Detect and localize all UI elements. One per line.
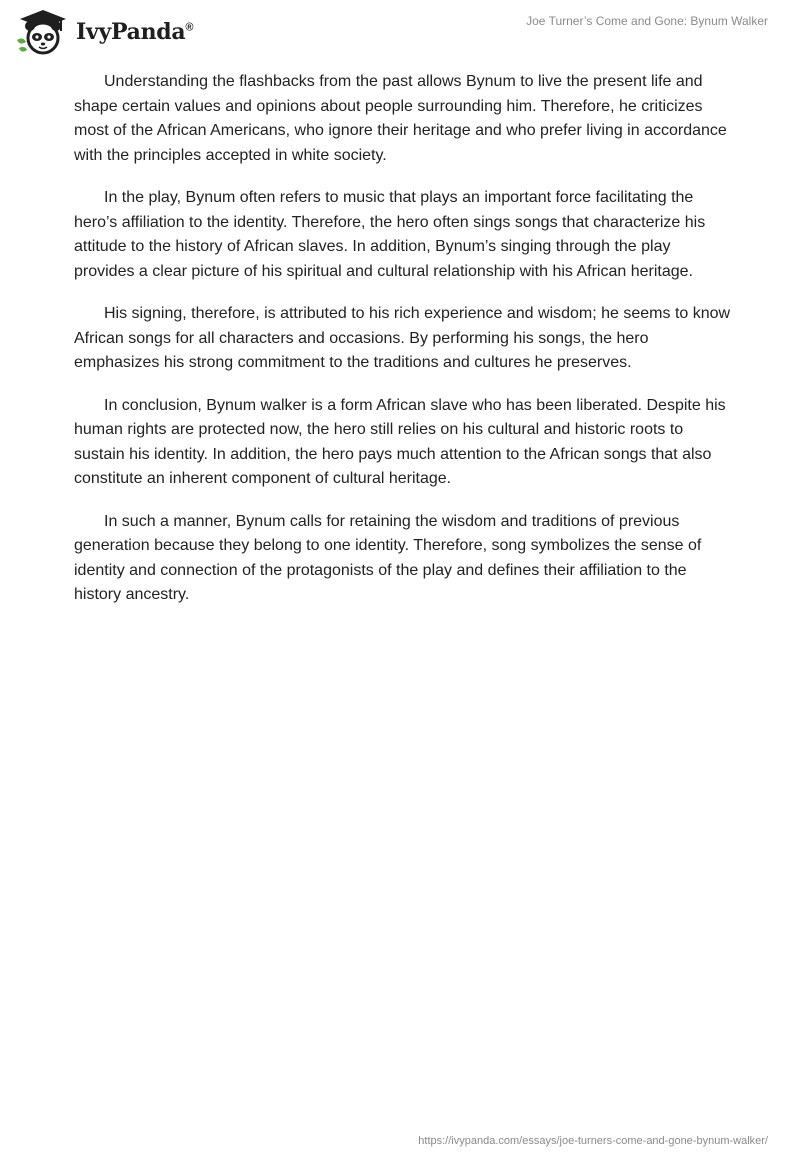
paragraph: His signing, therefore, is attributed to his rich experience and wisdom; he seems to know African songs for all characters and occasions. By performing his songs, the hero emphasizes his strong commitment to the traditions and cultures he preserves.	[74, 305, 731, 371]
registered-mark: ®	[185, 21, 194, 34]
article-body	[74, 70, 734, 626]
paragraph: In such a manner, Bynum calls for retaining the wisdom and traditions of previous generation because they belong to one identity. Therefore, song symbolizes the sense of identity and connection of the protagonists of the play and defines their affiliation to the history ancestry.	[74, 512, 702, 603]
panda-graduate-logo-icon	[14, 8, 72, 56]
paragraph: In the play, Bynum often refers to music that plays an important force facilitating the hero’s affiliation to the identity. Therefore, the hero often sings songs that characterize his attitude to the history of African slaves. In addition, Bynum’s singing through the play provides a clear picture of his spiritual and cultural relationship with his African heritage.	[74, 189, 706, 280]
ivypanda-logo[interactable]	[14, 8, 193, 56]
paragraph: In conclusion, Bynum walker is a form African slave who has been liberated. Despite his human rights are protected now, the hero still relies on his cultural and historic roots to sustain his identity. In addition, the hero pays much attention to the African songs that also constitute an inherent component of cultural heritage.	[74, 396, 726, 487]
source-url[interactable]: https://ivypanda.com/essays/joe-turners-come-and-gone-bynum-walker/	[418, 1135, 768, 1147]
paragraph: Understanding the flashbacks from the past allows Bynum to live the present life and shape certain values and opinions about people surrounding him. Therefore, he criticizes most of the African Americans, who ignore their heritage and who prefer living in accordance with the principles accepted in white society.	[74, 73, 727, 164]
document-title: Joe Turner’s Come and Gone: Bynum Walker	[526, 14, 768, 28]
brand-name: IvyPanda®	[76, 19, 194, 45]
